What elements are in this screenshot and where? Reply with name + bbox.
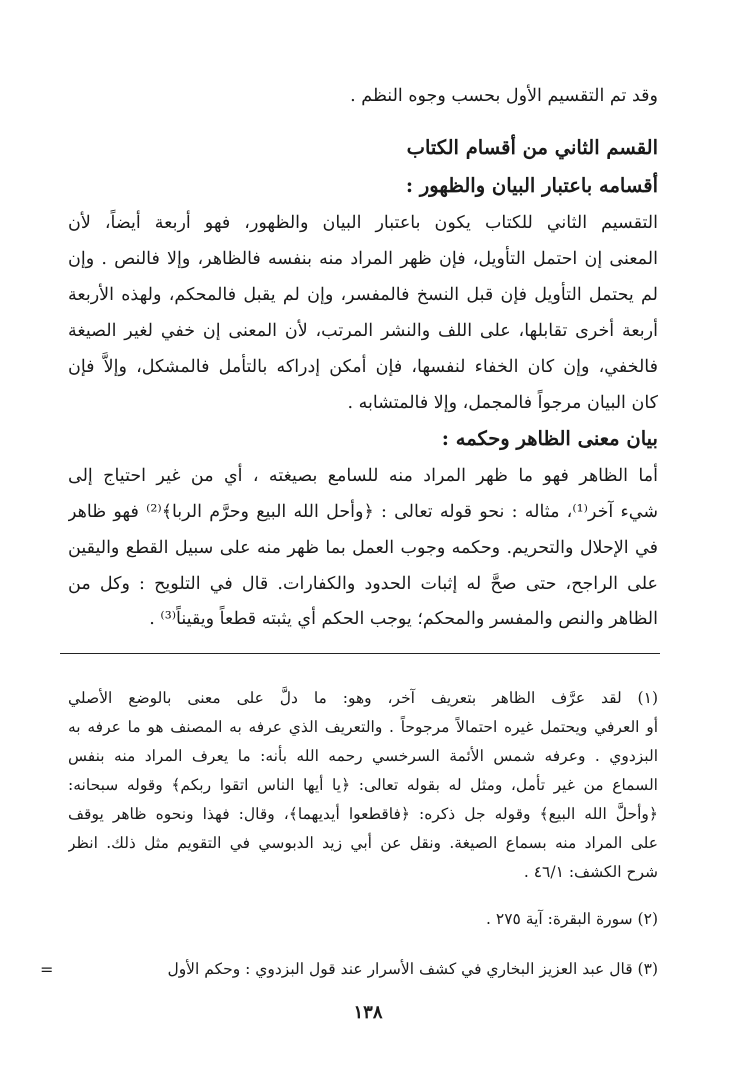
paragraph-line: أما الظاهر فهو ما ظهر المراد منه للسامع بصيغته ، أي من غير احتياج إلى (68, 466, 658, 486)
footnote-2: (٢) سورة البقرة: آية ٢٧٥ . (486, 910, 658, 928)
continuation-mark: = (40, 960, 54, 979)
footnote-line: البزدوي . وعرفه شمس الأئمة السرخسي رحمه الله بأنه: ما يعرف المراد منه بنفس (68, 747, 658, 765)
intro-line: وقد تم التقسيم الأول بحسب وجوه النظم . (350, 86, 658, 106)
page-number: ١٣٨ (353, 1002, 383, 1023)
paragraph-line: كان البيان مرجواً فالمجمل، وإلا فالمتشابه . (347, 393, 658, 413)
paragraph-line: على الراجح، حتى صحَّ له إثبات الحدود والكفارات. قال في التلويح : وكل من (68, 574, 658, 594)
footnote-line: شرح الكشف: ٤٦/١ . (523, 863, 658, 881)
paragraph-line: فالخفي، وإن كان الخفاء لنفسها، فإن أمكن إدراكه بالتأمل فالمشكل، وإلاَّ فإن (68, 357, 658, 377)
footnote-line: على المراد منه بسماع الصيغة. ونقل عن أبي زيد الدبوسي في التقويم مثل ذلك. انظر (68, 834, 658, 852)
paragraph-line: في الإحلال والتحريم. وحكمه وجوب العمل بما ظهر منه على سبيل القطع واليقين (68, 538, 658, 558)
heading-zahir: بيان معنى الظاهر وحكمه : (441, 427, 658, 450)
footnote-3: (٣) قال عبد العزيز البخاري في كشف الأسرار عند قول البزدوي : وحكم الأول (167, 960, 658, 978)
paragraph-line: شيء آخر⁽¹⁾، مثاله : نحو قوله تعالى : ﴿وأحل الله البيع وحرَّم الربا﴾⁽²⁾ فهو ظاهر (68, 502, 658, 522)
footnote-line: السماع من غير تأمل، ومثل له بقوله تعالى: ﴿يا أيها الناس اتقوا ربكم﴾ وقوله سبحانه: (68, 776, 658, 794)
footnote-line: ﴿وأحلَّ الله البيع﴾ وقوله جل ذكره: ﴿فاقطعوا أيديهما﴾، وقال: فهذا ونحوه ظاهر يوقف (68, 805, 658, 823)
section-title: القسم الثاني من أقسام الكتاب (406, 136, 658, 159)
paragraph-line: التقسيم الثاني للكتاب يكون باعتبار البيان والظهور، فهو أربعة أيضاً، لأن (68, 213, 658, 233)
section-subtitle: أقسامه باعتبار البيان والظهور : (405, 174, 658, 197)
footnote-line: أو العرفي ويحتمل غيره احتمالاً مرجوحاً . والتعريف الذي عرفه به المصنف هو ما عرفه به (68, 718, 658, 736)
paragraph-line: الظاهر والنص والمفسر والمحكم؛ يوجب الحكم أي يثبته قطعاً ويقيناً⁽³⁾ . (149, 609, 658, 629)
footnote-line: (١) لقد عرَّف الظاهر بتعريف آخر، وهو: ما دلَّ على معنى بالوضع الأصلي (68, 689, 658, 707)
footnote-separator (60, 653, 660, 654)
paragraph-line: أربعة أخرى تقابلها، على اللف والنشر المرتب، لأن المعنى إن خفي لغير الصيغة (68, 321, 658, 341)
paragraph-line: المعنى إن احتمل التأويل، فإن ظهر المراد منه بنفسه فالظاهر، وإلا فالنص . وإن (68, 249, 658, 269)
paragraph-line: لم يحتمل التأويل فإن قبل النسخ فالمفسر، وإن لم يقبل فالمحكم، ولهذه الأربعة (68, 285, 658, 305)
